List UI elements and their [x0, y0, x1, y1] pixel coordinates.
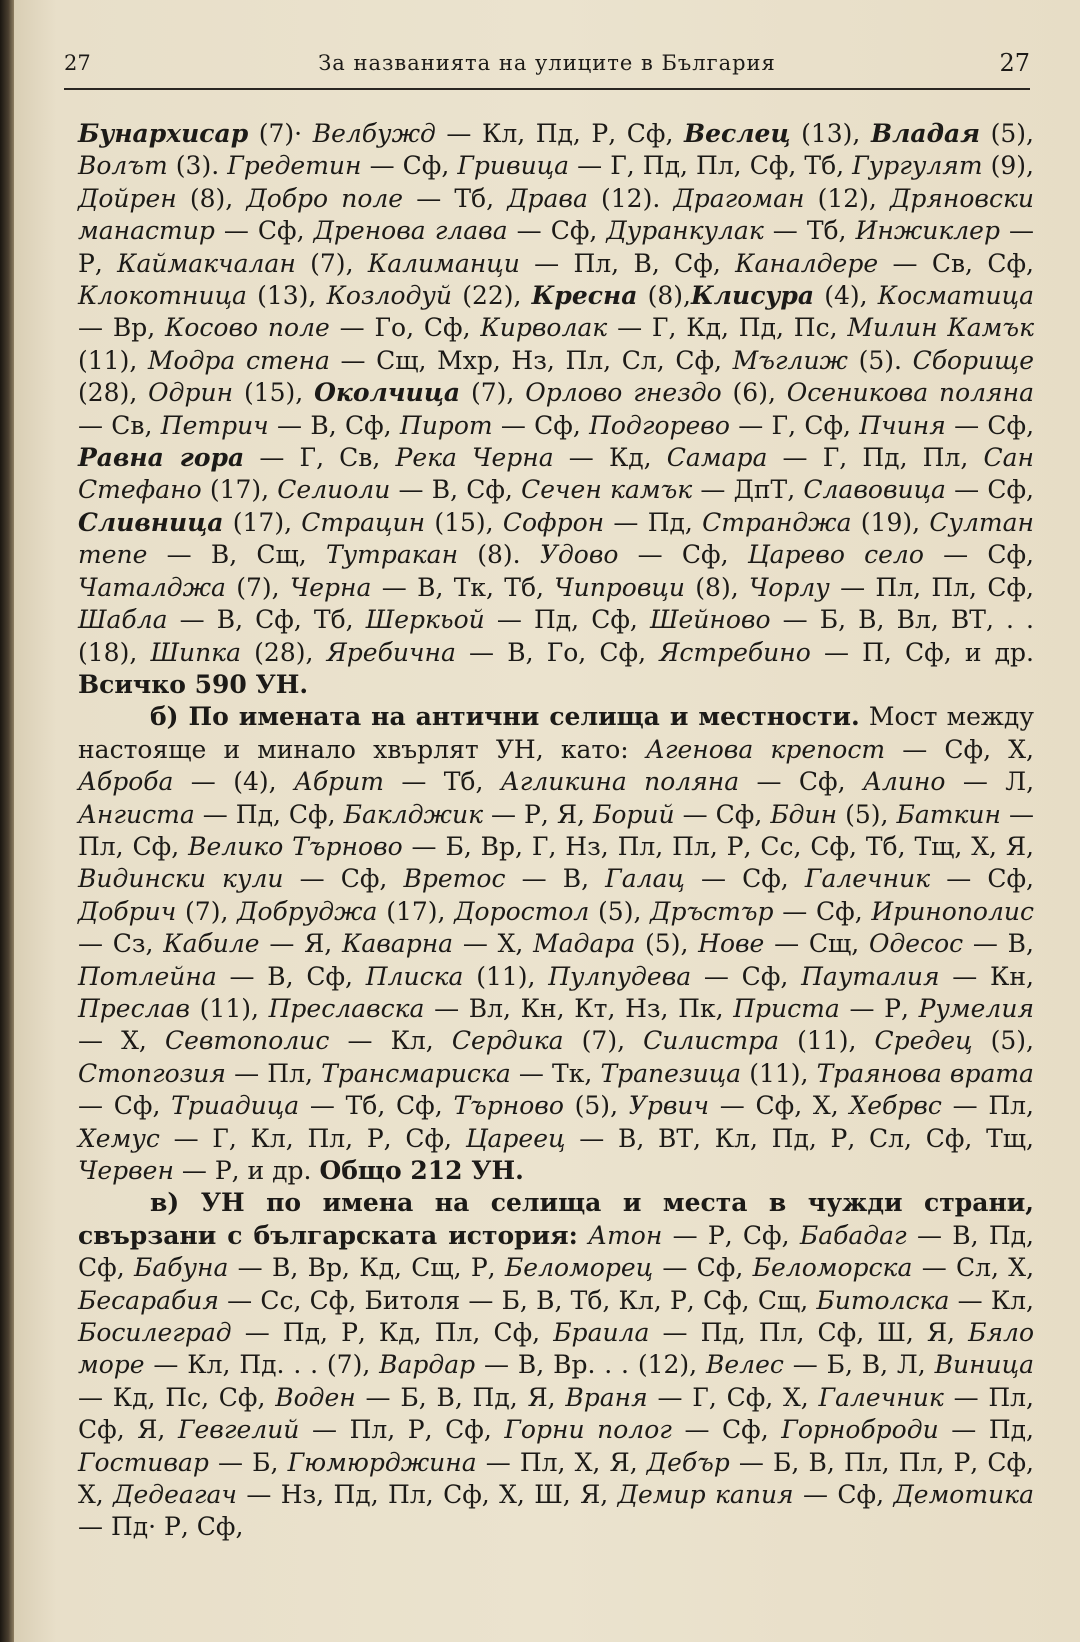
text-run: — Сл, Х, — [912, 1253, 1035, 1283]
street-name: Инжиклер — [855, 216, 1000, 246]
street-name: Модра стена — [147, 345, 330, 375]
text-run: — Г, Пд, Пл, — [767, 443, 984, 473]
text-run: — В, Тк, Тб, — [371, 572, 555, 602]
text-run: — Пл, — [941, 1091, 1034, 1121]
text-run: — Кн, — [939, 961, 1035, 991]
street-name: Сечен камък — [521, 475, 693, 505]
text-run: — П, Сф, и др. — [810, 637, 1034, 667]
street-name: Потлейна — [78, 961, 217, 991]
text-run: — Св, Сф, — [878, 248, 1034, 278]
text-run: (7), — [563, 1026, 644, 1056]
text-run: (13), — [790, 119, 871, 148]
text-run: — ДпТ, — [692, 475, 804, 505]
text-run: (11), — [189, 993, 269, 1023]
street-name: Дедеагач — [113, 1480, 237, 1510]
header-rule — [64, 88, 1030, 90]
text-run: (7), — [225, 572, 290, 602]
street-name: Калиманци — [367, 248, 520, 278]
page-number-right: 27 — [999, 49, 1030, 77]
street-name: Трапезица — [600, 1058, 742, 1088]
street-name: Царево село — [747, 540, 924, 570]
text-run: — Р, — [839, 993, 919, 1023]
text-run: — В, Сф, — [268, 410, 400, 440]
text-run: — Г, Св, — [244, 443, 396, 473]
street-name: Враня — [565, 1382, 648, 1412]
text-run: — В, Вр. . . (12), — [475, 1350, 706, 1380]
text-run: (4), — [814, 281, 878, 311]
street-name: Беломорска — [752, 1253, 913, 1283]
street-name: Клокотница — [78, 281, 247, 311]
text-run: — Я, — [259, 929, 342, 959]
street-name: Одрин — [148, 378, 234, 408]
street-name: Драва — [507, 183, 588, 213]
text-run: — Сф, — [361, 151, 458, 181]
text-run: — Кл, — [949, 1285, 1034, 1315]
street-name: Пулпудева — [548, 961, 692, 991]
street-name: Бунархисар — [78, 119, 249, 148]
text-run: (7), — [295, 248, 368, 278]
text-run: (7), — [460, 378, 526, 408]
street-name: Чаталджа — [78, 572, 226, 602]
text-run: (17), — [377, 896, 455, 926]
text-run: — Пл, Сф, — [78, 799, 1034, 861]
text-run: — Г, Сф, — [729, 410, 860, 440]
street-name: Осеникова поляна — [786, 378, 1034, 408]
text-run: — Л, — [945, 767, 1035, 797]
text-run: — Кд, Пс, Сф, — [78, 1382, 276, 1412]
street-name: Черна — [289, 572, 372, 602]
text-run: — Тк, — [510, 1058, 601, 1088]
street-name: Демотика — [893, 1480, 1034, 1510]
street-name: Дебър — [646, 1447, 730, 1477]
street-name: Велес — [705, 1350, 784, 1380]
text-run: Мост между настояще и минало хвърлят УН, като: — [78, 702, 1035, 764]
street-name: Всичко 590 УН. — [78, 669, 309, 699]
street-name: Тутракан — [325, 540, 459, 570]
text-run: — Пд, — [938, 1415, 1034, 1445]
street-name: Мадара — [533, 929, 636, 959]
paragraph-ancient-settlements — [78, 701, 1034, 1187]
text-run: — Пл, Х, Я, — [476, 1447, 647, 1477]
street-name: Борий — [592, 799, 675, 829]
text-run: (8), — [176, 183, 247, 213]
text-run: — Х, — [78, 1026, 165, 1056]
street-name: Каналдере — [735, 248, 879, 278]
text-run: — В, Сф, Тб, — [167, 605, 366, 635]
running-title: За названията на улиците в България — [318, 51, 776, 75]
street-name: Агенова крепост — [645, 734, 886, 764]
street-name: Виница — [934, 1350, 1034, 1380]
text-run: (28), — [78, 378, 149, 408]
street-name: Алино — [862, 767, 946, 797]
street-name: Велбужд — [312, 119, 436, 148]
street-name: Сердика — [451, 1026, 564, 1056]
street-name: Бабуна — [133, 1253, 229, 1283]
street-name: Гривица — [457, 151, 570, 181]
street-name: Дуранкулак — [606, 216, 764, 246]
text-run: — Б, Вр, Г, Нз, Пл, Пл, Р, Сс, Сф, Тб, Тщ, Х, Я, — [402, 831, 1035, 861]
street-name: Султан тепе — [78, 507, 1034, 570]
text-run: — Тб, Сф, — [299, 1091, 454, 1121]
street-name: Косово поле — [165, 313, 330, 343]
text-run: (19), — [851, 507, 930, 537]
text-run: — В, — [505, 864, 606, 894]
street-name: Гредетин — [227, 151, 362, 181]
street-name: Чипровци — [554, 572, 685, 602]
street-name: Каймакчалан — [117, 248, 296, 278]
text-run: — В, Вр, Кд, Сщ, Р, — [228, 1253, 505, 1283]
street-name: Воден — [275, 1382, 356, 1412]
text-run: — В, Сф, — [216, 961, 366, 991]
text-run: — Пл, Сф, Я, — [78, 1382, 1034, 1445]
street-name: Приста — [733, 993, 840, 1023]
text-run: — Сф, — [492, 410, 590, 440]
text-run: — Сф, — [283, 864, 404, 894]
text-run: — Пд, — [604, 507, 703, 537]
text-run: (5), — [635, 929, 699, 959]
street-name: Преславска — [268, 993, 425, 1023]
street-name: Равна гора — [78, 443, 245, 473]
street-name: Трансмариска — [321, 1058, 511, 1088]
text-run: (17), — [201, 475, 278, 505]
street-name: Общо 212 УН. — [319, 1156, 524, 1185]
text-run: — Сф, — [671, 1415, 782, 1445]
text-run: (5), — [972, 1026, 1034, 1056]
street-name: Гевгелий — [177, 1415, 300, 1445]
paragraph-main-list — [78, 118, 1034, 701]
street-name: Браила — [553, 1318, 650, 1348]
street-name: Баткин — [896, 799, 1001, 829]
text-run: — Пд· Р, Сф, — [78, 1512, 244, 1542]
text-run: — Г, Кл, Пл, Р, Сф, — [159, 1123, 466, 1153]
street-name: Клисура — [690, 281, 815, 311]
text-run: — Сф, Х, — [885, 734, 1034, 764]
street-name: Волът — [78, 151, 168, 181]
text-run: — Р, Сф, — [662, 1220, 800, 1250]
text-run: — Б, В, Л, — [783, 1350, 935, 1380]
text-run: — Сф, — [214, 216, 314, 246]
street-name: Каварна — [341, 929, 454, 959]
street-name: Преслав — [78, 993, 190, 1023]
text-run: (8), — [684, 572, 749, 602]
street-name: Баклджик — [343, 799, 484, 829]
street-name: б) По имената на антични селища и местности. — [150, 702, 860, 732]
text-run: (11), — [741, 1058, 817, 1088]
street-name: Севтополис — [164, 1026, 330, 1056]
text-run: (11), — [779, 1026, 875, 1056]
text-run: — В, Сф, — [390, 475, 522, 505]
text-run: — Пд, Сф, — [484, 605, 650, 635]
street-name: Река Черна — [395, 443, 554, 473]
street-name: в) УН по имена на селища и места в чужди страни, свързани с българската история: — [78, 1188, 1034, 1250]
street-name: Пауталия — [801, 961, 940, 991]
street-name: Горноброди — [781, 1415, 939, 1445]
text-run: — (4), — [173, 767, 294, 797]
text-run: — Сф, — [793, 1480, 894, 1510]
text-run: — Пл, Р, Сф, — [299, 1415, 505, 1445]
street-name: Добро поле — [246, 183, 404, 213]
street-name: Пчиня — [859, 410, 946, 440]
text-run: (13), — [246, 281, 327, 311]
street-name: Милин Камък — [847, 313, 1034, 343]
body-text — [78, 118, 1034, 1544]
text-run: (22), — [452, 281, 532, 311]
text-run: — Кл, — [329, 1026, 452, 1056]
street-name: Веслец — [683, 119, 791, 148]
street-name: Самара — [666, 443, 768, 473]
street-name: Гюмюрджина — [287, 1447, 477, 1477]
text-run: (5), — [563, 1091, 629, 1121]
street-name: Ястребино — [659, 637, 811, 667]
street-name: Хебрвс — [849, 1091, 942, 1121]
street-name: Дойрен — [78, 183, 177, 213]
street-name: Нове — [698, 929, 765, 959]
text-run: — Св, — [78, 410, 161, 440]
text-run: — Сф, — [78, 1091, 172, 1121]
text-run: — Сф, — [945, 475, 1034, 505]
text-run: — Сф, — [773, 896, 872, 926]
street-name: Абрит — [293, 767, 384, 797]
text-run: (7), — [176, 896, 238, 926]
scanned-page — [14, 0, 1080, 1642]
street-name: Шеркьой — [365, 605, 485, 635]
street-name: Славовица — [803, 475, 946, 505]
text-run: — Кл, Пд. . . (7), — [144, 1350, 380, 1380]
text-run: — В, Пд, Сф, — [78, 1220, 1034, 1283]
text-run: — Сф, — [945, 410, 1035, 440]
text-run: — Сщ, — [764, 929, 869, 959]
text-run: — Пд, Р, Кд, Пл, Сф, — [231, 1318, 554, 1348]
street-name: Битолска — [816, 1285, 950, 1315]
text-run: — В, ВТ, Кл, Пд, Р, Сл, Сф, Тщ, — [565, 1123, 1034, 1153]
street-name: Иринополис — [871, 896, 1034, 926]
street-name: Шейново — [649, 605, 771, 635]
text-run: — Сф, — [684, 864, 805, 894]
text-run: — Б, В, Пд, Я, — [355, 1382, 566, 1412]
street-name: Удово — [539, 540, 619, 570]
text-run: (6), — [721, 378, 787, 408]
book-spine-shadow — [0, 0, 14, 1642]
street-name: Селиоли — [277, 475, 391, 505]
street-name: Гостивар — [78, 1447, 209, 1477]
text-run: — Кл, Пд, Р, Сф, — [435, 119, 684, 148]
text-run: (17), — [223, 507, 302, 537]
street-name: Сливница — [78, 507, 224, 537]
street-name: Гургулят — [852, 151, 983, 181]
street-name: Галечник — [818, 1382, 944, 1412]
street-name: Хемус — [78, 1123, 160, 1153]
text-run: — Сф, Х, — [709, 1091, 850, 1121]
text-run: — Пл, Пл, Сф, — [829, 572, 1034, 602]
street-name: Чорлу — [748, 572, 830, 602]
street-name: Околчица — [314, 378, 461, 408]
page-header — [64, 48, 1030, 78]
street-name: Софрон — [502, 507, 605, 537]
text-run: — Кд, — [553, 443, 667, 473]
text-run: — Б, В, Пл, Пл, Р, Сф, Х, — [78, 1447, 1034, 1510]
street-name: Велико Търново — [188, 831, 403, 861]
street-name: Беломорец — [504, 1253, 654, 1283]
street-name: Дренова глава — [313, 216, 508, 246]
text-run: (12). — [587, 183, 674, 213]
text-run: (5), — [589, 896, 651, 926]
street-name: Одесос — [868, 929, 964, 959]
street-name: Шипка — [150, 637, 242, 667]
text-run: (3). — [167, 151, 228, 181]
street-name: Галац — [605, 864, 685, 894]
text-run: — Сф, — [923, 540, 1034, 570]
street-name: Драгоман — [673, 183, 805, 213]
street-name: Кресна — [531, 281, 638, 311]
street-name: Агликина поляна — [500, 767, 740, 797]
text-run: — В, — [963, 929, 1034, 959]
text-run: — Г, Пд, Пл, Сф, Тб, — [569, 151, 853, 181]
text-run: (8), — [637, 281, 691, 311]
street-name: Дръстър — [650, 896, 774, 926]
street-name: Кабиле — [163, 929, 260, 959]
text-run: — Сф, — [618, 540, 748, 570]
street-name: Румелия — [918, 993, 1034, 1023]
text-run: (9), — [982, 151, 1034, 181]
street-name: Владая — [870, 119, 981, 148]
text-run — [578, 1221, 588, 1250]
street-name: Вретос — [403, 864, 506, 894]
text-run: — Пл, — [225, 1058, 322, 1088]
text-run: — Сз, — [78, 929, 164, 959]
street-name: Бдин — [770, 799, 838, 829]
text-run: — Г, Кд, Пд, Пс, — [607, 313, 848, 343]
text-run: — Р, Я, — [483, 799, 593, 829]
text-run: — Сф, — [930, 864, 1035, 894]
text-run: (5), — [980, 119, 1034, 148]
street-name: Вардар — [379, 1350, 476, 1380]
text-run: — Сф, — [507, 216, 607, 246]
street-name: Босилеград — [78, 1318, 232, 1348]
street-name: Силистра — [643, 1026, 780, 1056]
street-name: Видински кули — [78, 864, 284, 894]
text-run: (15), — [425, 507, 503, 537]
street-name: Плиска — [365, 961, 464, 991]
street-name: Галечник — [804, 864, 931, 894]
street-name: Доростол — [454, 896, 590, 926]
street-name: Бабадаг — [799, 1220, 907, 1250]
text-run: — Сф, — [691, 961, 802, 991]
text-run: — Тб, — [383, 767, 501, 797]
street-name: Дряновски манастир — [78, 183, 1034, 246]
paragraph-foreign-settlements — [78, 1187, 1034, 1543]
text-run: (8). — [458, 540, 540, 570]
street-name: Пирот — [399, 410, 493, 440]
text-run: (7)· — [248, 119, 313, 148]
page-number-left: 27 — [64, 51, 91, 75]
street-name: Страцин — [301, 507, 426, 537]
street-name: Сборище — [912, 345, 1034, 375]
street-name: Червен — [78, 1156, 174, 1185]
text-run: (15), — [233, 378, 315, 408]
text-run: — В, Го, Сф, — [455, 637, 660, 667]
text-run: — Сф, — [674, 799, 771, 829]
text-run: (12), — [804, 183, 891, 213]
text-run: (11), — [78, 345, 148, 375]
text-run: — Сф, — [739, 767, 863, 797]
street-name: Атон — [588, 1220, 663, 1250]
street-name: Кирволак — [480, 313, 608, 343]
text-run: — Х, — [453, 929, 534, 959]
street-name: Орлово гнездо — [525, 378, 722, 408]
street-name: Странджа — [702, 507, 852, 537]
text-run: — Тб, — [403, 183, 508, 213]
street-name: Цареец — [465, 1123, 566, 1153]
street-name: Аброба — [78, 767, 174, 797]
street-name: Ангиста — [78, 799, 195, 829]
text-run: (11), — [463, 961, 549, 991]
text-run: — Го, Сф, — [329, 313, 481, 343]
street-name: Добруджа — [237, 896, 378, 926]
street-name: Косматица — [877, 281, 1034, 311]
street-name: Горни полог — [504, 1415, 672, 1445]
text-run: — Нз, Пд, Пл, Сф, Х, Ш, Я, — [236, 1480, 618, 1510]
street-name: Бяло море — [78, 1318, 1035, 1380]
street-name: Шабла — [78, 605, 168, 635]
text-run: — Б, В, Вл, ВТ, . . (18), — [78, 605, 1035, 667]
text-run: — Вл, Кн, Кт, Нз, Пк, — [424, 993, 734, 1023]
text-run: — Сф, — [653, 1253, 753, 1283]
text-run: — Пд, Сф, — [194, 799, 344, 829]
text-run: — Тб, — [763, 216, 856, 246]
street-name: Урвич — [628, 1091, 710, 1121]
street-name: Козлодуй — [326, 281, 453, 311]
text-run: — Г, Сф, Х, — [647, 1382, 819, 1412]
text-run: — Р, и др. — [173, 1156, 320, 1185]
street-name: Бесарабия — [78, 1285, 219, 1315]
street-name: Петрич — [160, 410, 269, 440]
text-run: (28), — [241, 637, 327, 667]
street-name: Стопгозия — [78, 1058, 226, 1088]
text-run: — Пд, Пл, Сф, Ш, Я, — [649, 1318, 969, 1348]
text-run: — Б, — [208, 1447, 288, 1477]
text-run: — Пл, В, Сф, — [519, 248, 736, 278]
street-name: Търново — [453, 1091, 564, 1121]
text-run: — Сщ, Мхр, Нз, Пл, Сл, Сф, — [329, 345, 733, 375]
street-name: Триадица — [171, 1091, 300, 1121]
street-name: Сан Стефано — [78, 443, 1034, 505]
street-name: Средец — [874, 1026, 973, 1056]
street-name: Подгорево — [589, 410, 730, 440]
street-name: Яребична — [326, 637, 456, 667]
text-run: — В, Сщ, — [147, 540, 326, 570]
text-run: (5), — [837, 799, 897, 829]
street-name: Мъглиж — [732, 345, 848, 375]
text-run: (5). — [847, 345, 913, 375]
text-run: — Р, — [78, 216, 1035, 278]
street-name: Демир капия — [617, 1480, 794, 1510]
text-run: — Сс, Сф, Битоля — Б, В, Тб, Кл, Р, Сф, Сщ, — [218, 1285, 817, 1315]
text-run: — Вр, — [78, 313, 166, 343]
street-name: Траянова врата — [816, 1058, 1034, 1088]
street-name: Добрич — [78, 896, 177, 926]
